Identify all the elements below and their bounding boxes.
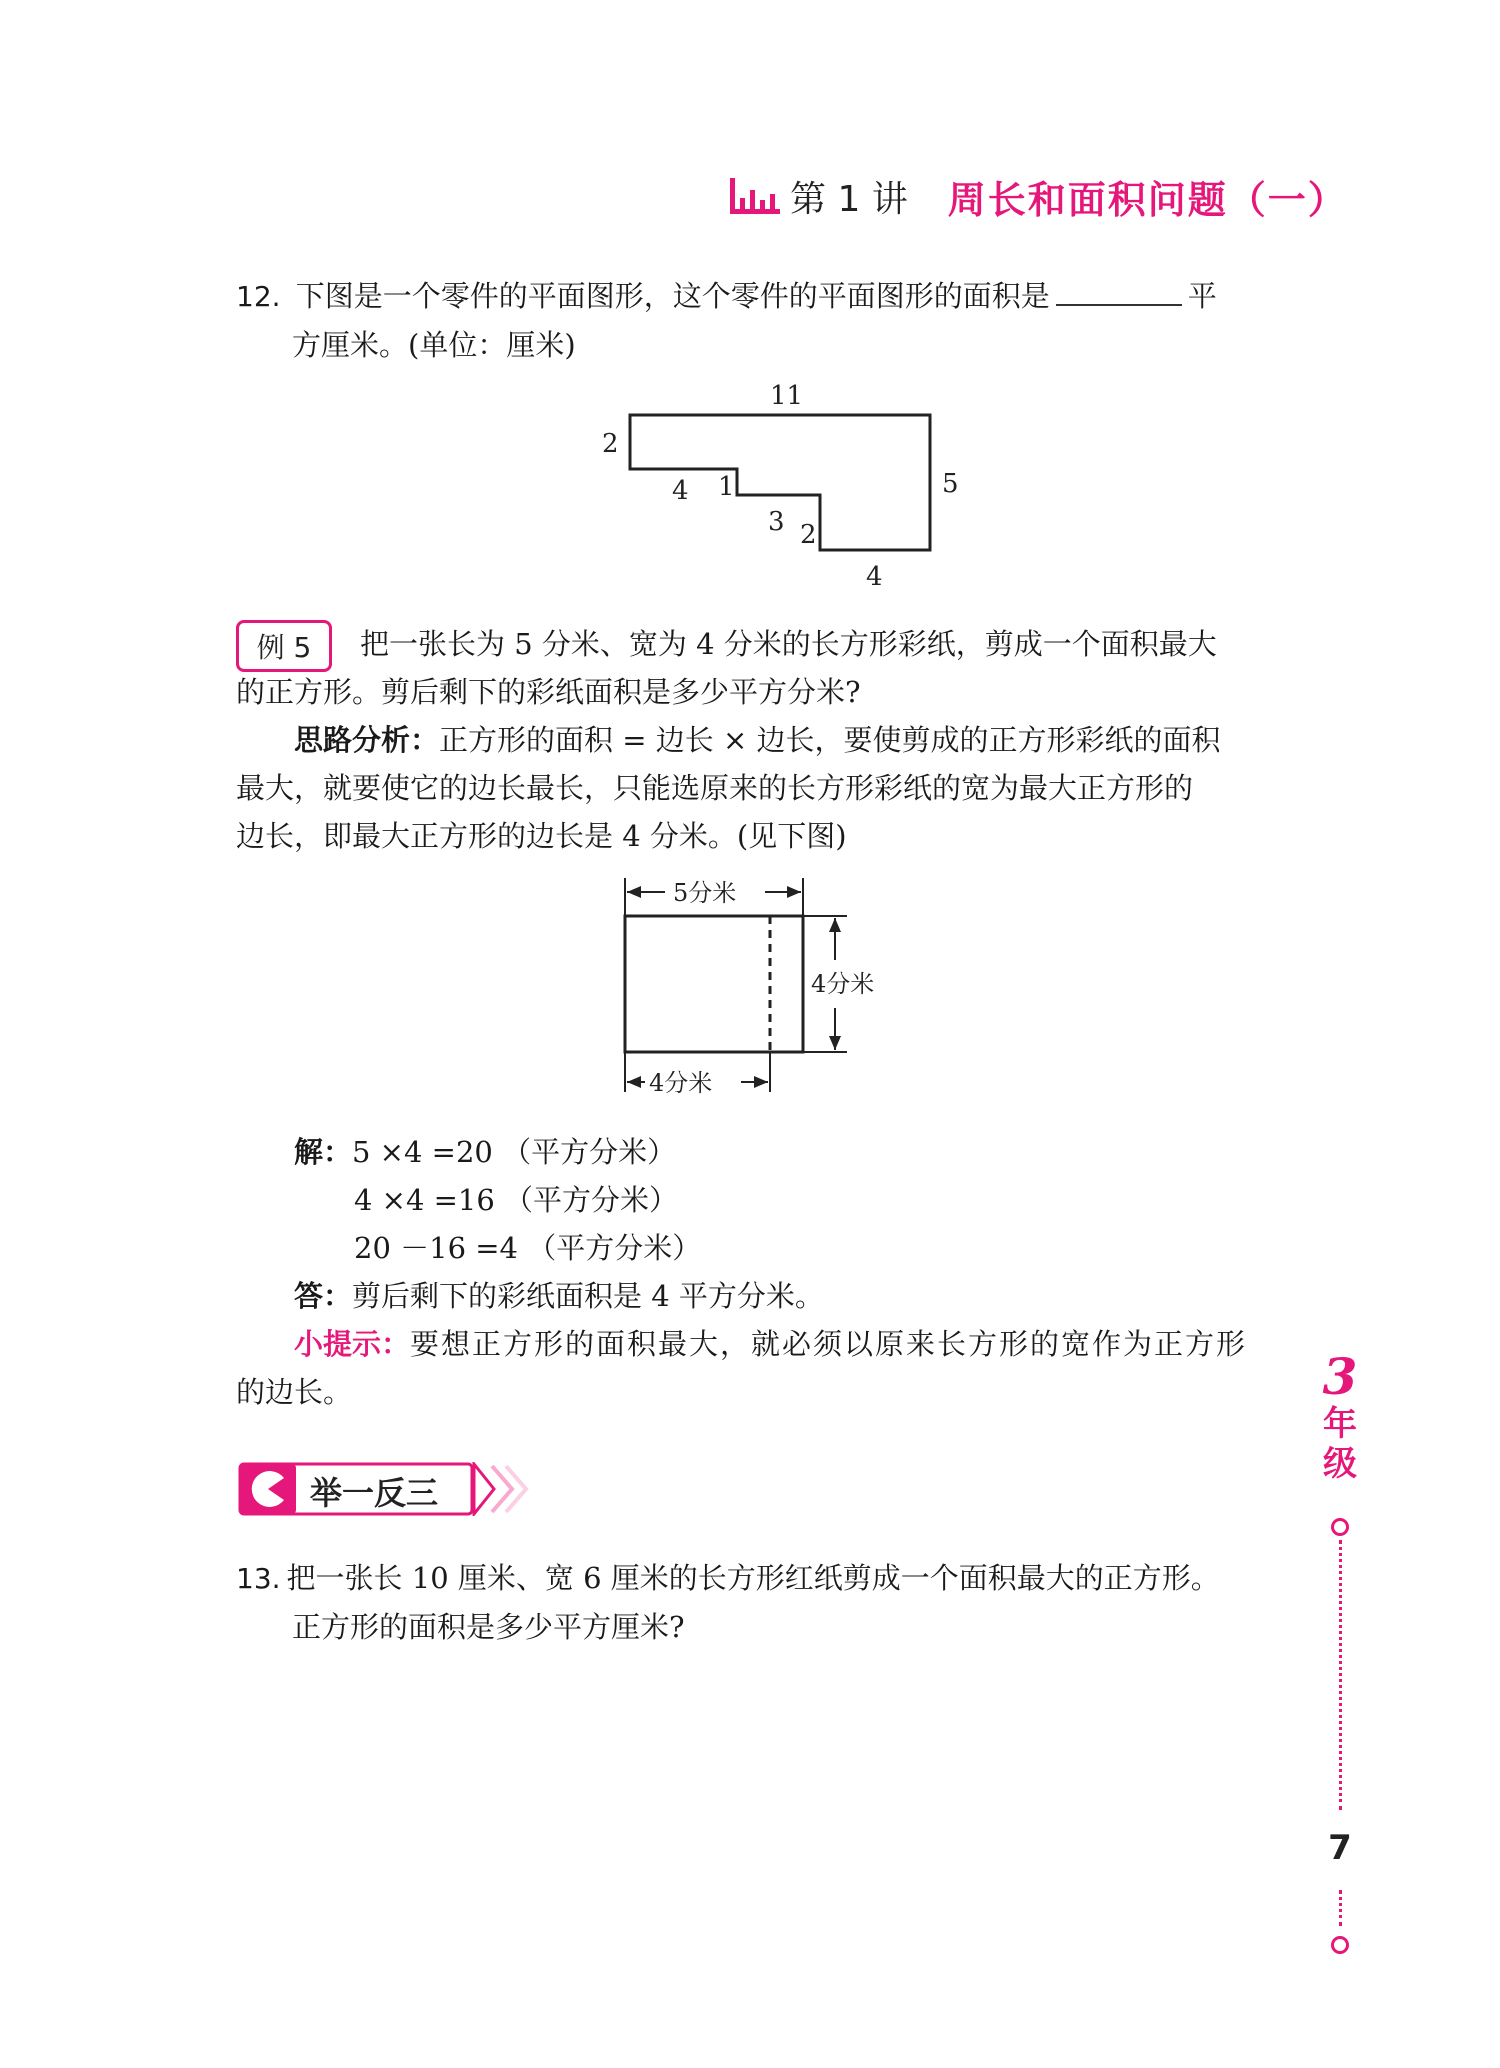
tip-text-1: 要想正方形的面积最大，就必须以原来长方形的宽作为正方形 xyxy=(410,1327,1248,1361)
question-text: 把一张长 10 厘米、宽 6 厘米的长方形红纸剪成一个面积最大的正方形。 xyxy=(286,1561,1220,1595)
label-step2-h: 3 xyxy=(768,507,785,537)
circle-top xyxy=(1331,1518,1349,1536)
practice-tag-label: 举一反三 xyxy=(310,1474,439,1512)
label-left: 2 xyxy=(602,429,619,459)
solution-line-1: 5 ×4 =20 （平方分米） xyxy=(352,1135,677,1169)
grade-text-2: 级 xyxy=(1323,1444,1357,1484)
example-5 xyxy=(236,620,1276,860)
dotted-line-bottom xyxy=(1339,1890,1342,1926)
label-step1-h: 4 xyxy=(672,476,689,506)
label-step1-v: 1 xyxy=(718,472,735,502)
label-step2-v: 2 xyxy=(800,520,817,550)
question-12 xyxy=(236,272,1276,369)
bar-chart-icon xyxy=(730,178,780,214)
lecture-number: 第 1 讲 xyxy=(790,178,908,220)
practice-section-tag xyxy=(238,1462,508,1516)
tip-text-2: 的边长。 xyxy=(236,1375,353,1409)
circle-bottom xyxy=(1331,1936,1349,1954)
question-text-line2: 正方形的面积是多少平方厘米? xyxy=(292,1610,685,1644)
analysis-text-2: 最大，就要使它的边长最长，只能选原来的长方形彩纸的宽为最大正方形的 xyxy=(236,771,1194,805)
question-text-line2: 方厘米。(单位：厘米) xyxy=(292,328,576,362)
answer-text: 剪后剩下的彩纸面积是 4 平方分米。 xyxy=(352,1279,824,1313)
tip-label: 小提示： xyxy=(294,1327,411,1361)
label-top: 11 xyxy=(770,381,804,411)
cut-figure xyxy=(615,870,895,1110)
page-header xyxy=(730,166,1348,226)
question-13 xyxy=(236,1554,1286,1651)
dotted-line xyxy=(1339,1540,1342,1810)
answer-label: 答： xyxy=(294,1279,353,1313)
question-text-end: 平 xyxy=(1187,279,1217,313)
analysis-label: 思路分析： xyxy=(294,723,440,757)
dim-right-label: 4分米 xyxy=(811,970,875,998)
example-badge: 例 5 xyxy=(236,620,332,672)
solution-label: 解： xyxy=(294,1135,353,1169)
part-figure xyxy=(590,375,970,595)
grade-number: 3 xyxy=(1322,1347,1358,1406)
pacman-icon xyxy=(248,1469,288,1509)
solution xyxy=(236,1128,1276,1416)
grade-marker xyxy=(1300,1347,1380,1484)
question-number: 12. xyxy=(236,280,281,313)
grade-text-1: 年 xyxy=(1323,1404,1357,1444)
solution-line-2: 4 ×4 =16 （平方分米） xyxy=(354,1183,679,1217)
analysis-text-3: 边长，即最大正方形的边长是 4 分米。(见下图) xyxy=(236,819,847,853)
example-text-2: 的正方形。剪后剩下的彩纸面积是多少平方分米? xyxy=(236,675,861,709)
analysis-text-1: 正方形的面积 = 边长 × 边长，要使剪成的正方形彩纸的面积 xyxy=(439,723,1221,757)
dim-top-label: 5分米 xyxy=(673,879,737,907)
example-text-1: 把一张长为 5 分米、宽为 4 分米的长方形彩纸，剪成一个面积最大 xyxy=(360,627,1217,661)
question-text: 下图是一个零件的平面图形，这个零件的平面图形的面积是 xyxy=(295,279,1050,313)
page-number: 7 xyxy=(1328,1828,1352,1868)
question-number: 13. xyxy=(236,1562,281,1595)
dim-bottom-label: 4分米 xyxy=(649,1069,713,1097)
answer-blank[interactable] xyxy=(1056,274,1182,306)
label-right: 5 xyxy=(942,469,959,499)
label-bottom: 4 xyxy=(866,562,883,592)
page-title: 周长和面积问题（一） xyxy=(947,176,1348,222)
solution-line-3: 20 －16 =4 （平方分米） xyxy=(354,1231,702,1265)
